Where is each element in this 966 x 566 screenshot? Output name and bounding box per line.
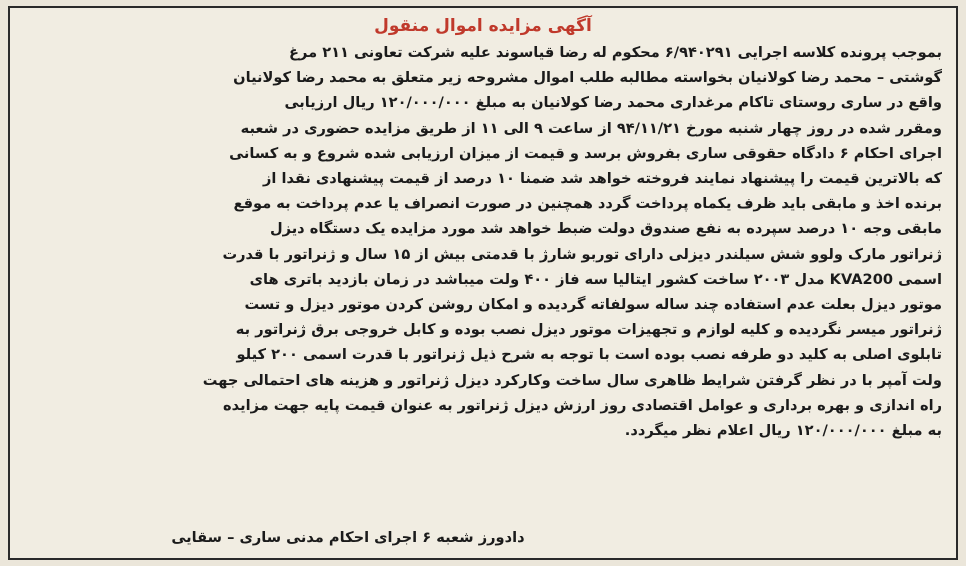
notice-line: که بالاترین قیمت را پیشنهاد نمایند فروخته خواهد شد ضمنا ۱۰ درصد از قیمت پیشنهادی نقدا از (262, 170, 942, 188)
notice-title: آگهی مزایده اموال منقول (374, 16, 592, 36)
notice-line: ژنراتور میسر نگردیده و کلیه لوازم و تجهیزات موتور دیزل نصب بوده و کابل خروجی برق ژنراتور به (235, 321, 942, 339)
notice-line: تابلوی اصلی به کلید دو طرفه نصب بوده است با توجه به شرح ذیل ژنراتور با قدرت اسمی ۲۰۰ کیلو (236, 346, 942, 364)
notice-line: اجرای احکام ۶ دادگاه حقوقی ساری بفروش برسد و قیمت از میزان ارزیابی شده شروع و به کسانی (229, 144, 942, 162)
notice-line: بموجب پرونده کلاسه اجرایی ۶/۹۴۰۲۹۱ محکوم له رضا قیاسوند علیه شرکت تعاونی ۲۱۱ مرغ (289, 44, 942, 61)
notice-line: موتور دیزل بعلت عدم استفاده چند ساله سولفاته گردیده و امکان روشن کردن موتور دیزل و تست (244, 296, 942, 314)
notice-line: به مبلغ ۱۲۰/۰۰۰/۰۰۰ ریال اعلام نظر میگردد. (624, 422, 942, 440)
notice-line: ژنراتور مارک ولوو شش سیلندر دیزلی دارای توربو شارژ با قدمتی بیش از ۱۵ سال و ژنراتور با قدرت (222, 245, 942, 263)
notice-line: واقع در ساری روستای تاکام مرغداری محمد رضا کولانیان به مبلغ ۱۲۰/۰۰۰/۰۰۰ ریال ارزیابی (284, 94, 942, 112)
notice-frame (8, 6, 958, 560)
notice-line: ولت آمپر با در نظر گرفتن شرایط ظاهری سال ساخت وکارکرد دیزل ژنراتور و هزینه های احتمالی جهت (202, 371, 942, 389)
notice-line: ومقرر شده در روز چهار شنبه مورخ ۹۴/۱۱/۲۱ از ساعت ۹ الی ۱۱ از طریق مزایده حضوری در شعبه (240, 119, 942, 137)
notice-line: اسمی KVA200 مدل ۲۰۰۳ ساخت کشور ایتالیا سه فاز ۴۰۰ ولت میباشد در زمان بازدید باتری های (249, 270, 942, 288)
signature-text: دادورز شعبه ۶ اجرای احکام مدنی ساری – سقایی (171, 529, 525, 546)
notice-body (24, 40, 942, 443)
signature-block (24, 526, 942, 550)
notice-line: گوشتی – محمد رضا کولانیان بخواسته مطالبه طلب اموال مشروحه زیر متعلق به محمد رضا کولانیان (233, 69, 942, 87)
notice-line: مابقی وجه ۱۰ درصد سپرده به نفع صندوق دولت ضبط خواهد شد مورد مزایده یک دستگاه دیزل (269, 220, 942, 238)
notice-line: برنده اخذ و مابقی باید ظرف یکماه پرداخت گردد همچنین در صورت انصراف یا عدم پرداخت به موقع (233, 195, 942, 213)
notice-line: راه اندازی و بهره برداری و عوامل اقتصادی روز ارزش دیزل ژنراتور به عنوان قیمت پایه جهت مزایده (223, 396, 942, 414)
